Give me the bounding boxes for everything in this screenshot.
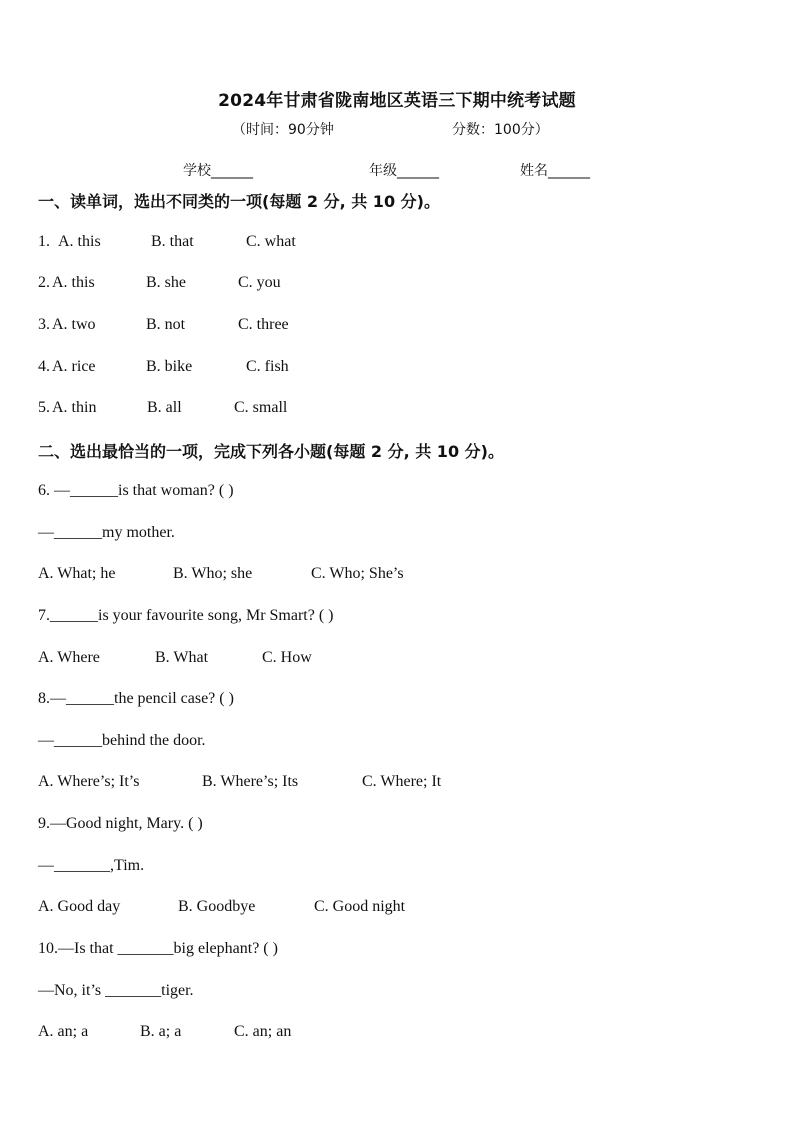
school-field: 学校______ [183,163,253,179]
option-b: B. Who; she [173,565,253,582]
question-number: 1. [38,233,50,250]
option-b: B. that [151,233,194,250]
option-c: C. Where; It [362,773,442,790]
question-stem: 8.—______the pencil case? ( ) [38,690,234,707]
option-a: A. this [58,233,101,250]
option-b: B. What [155,649,209,666]
question-stem: 10.—Is that _______big elephant? ( ) [38,940,278,957]
section2-heading: 二、选出最恰当的一项，完成下列各小题(每题 2 分, 共 10 分)。 [38,442,504,461]
option-c: C. Good night [314,898,406,915]
name-field: 姓名______ [520,163,590,179]
question-number: 2. [38,274,50,291]
option-c: C. Who; She’s [311,565,404,582]
section1-heading: 一、读单词，选出不同类的一项(每题 2 分, 共 10 分)。 [38,192,440,211]
option-c: C. three [238,316,289,333]
question-number: 5. [38,399,50,416]
option-c: C. fish [246,358,289,375]
option-c: C. small [234,399,288,416]
option-a: A. rice [52,358,96,375]
option-b: B. she [146,274,186,291]
exam-title: 2024年甘肃省陇南地区英语三下期中统考试题 [218,91,576,111]
question-number: 4. [38,358,50,375]
question-response: —No, it’s _______tiger. [38,982,194,999]
exam-subtitle [232,119,549,139]
student-info-row [0,160,794,182]
option-a: A. thin [52,399,97,416]
option-b: B. not [146,316,186,333]
total-score: 分数：100分） [452,122,549,138]
question-response: —______behind the door. [38,732,206,749]
option-a: A. Where [38,649,100,666]
option-b: B. Where’s; Its [202,773,299,790]
option-a: A. an; a [38,1023,89,1040]
option-c: C. you [238,274,281,291]
question-stem: 6. —______is that woman? ( ) [38,482,234,499]
question-response: —______my mother. [38,524,175,541]
time-limit: （时间：90分钟 [232,122,334,138]
option-b: B. all [147,399,182,416]
option-c: C. what [246,233,296,250]
option-a: A. two [52,316,96,333]
option-a: A. this [52,274,95,291]
option-b: B. Goodbye [178,898,256,915]
question-number: 3. [38,316,50,333]
option-b: B. bike [146,358,193,375]
option-a: A. Good day [38,898,121,915]
question-stem: 7.______is your favourite song, Mr Smart? ( ) [38,607,334,624]
question-response: —_______,Tim. [38,857,145,874]
question-stem: 9.—Good night, Mary. ( ) [38,815,203,832]
option-b: B. a; a [140,1023,182,1040]
grade-field: 年级______ [369,163,439,179]
option-c: C. How [262,649,312,666]
option-a: A. What; he [38,565,116,582]
option-c: C. an; an [234,1023,292,1040]
option-a: A. Where’s; It’s [38,773,140,790]
